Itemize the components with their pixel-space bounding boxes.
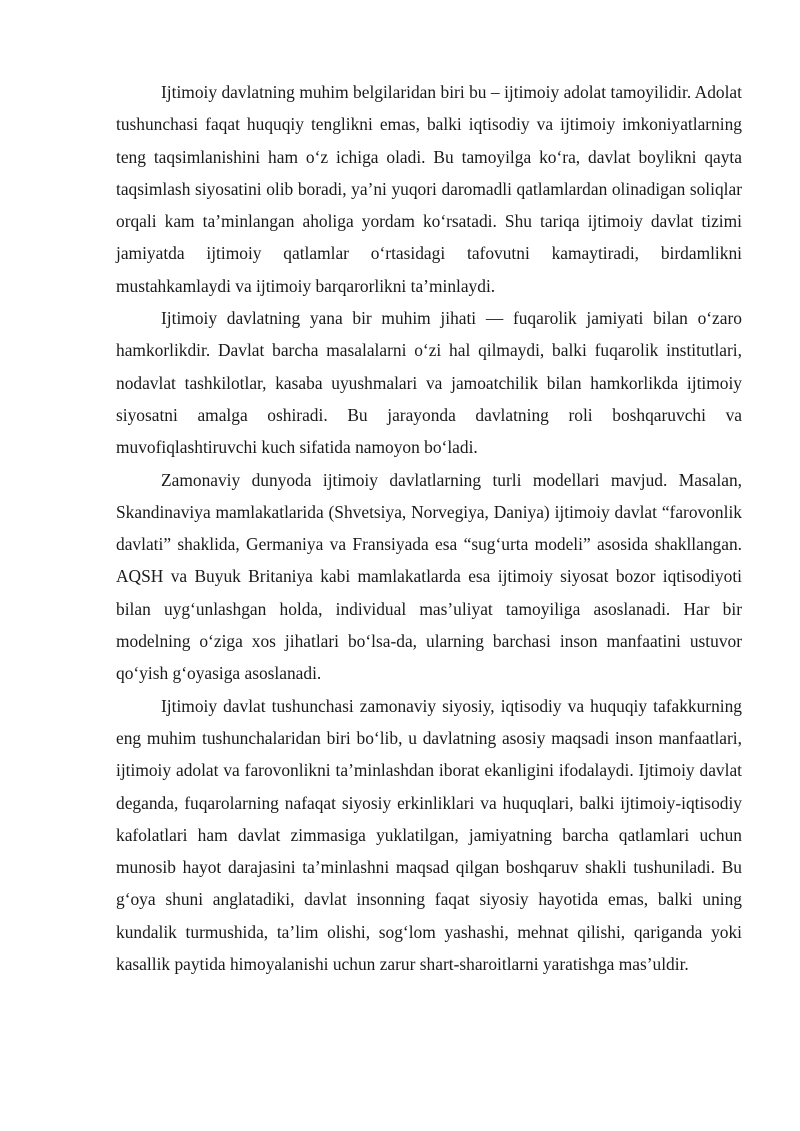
paragraph-civil-society: Ijtimoiy davlatning yana bir muhim jihati — fuqarolik jamiyati bilan o‘zaro hamkorlikdir. Davlat barcha masalalarni o‘zi hal qilmaydi, balki fuqarolik institutlari, nodavlat tashkilotlar, kasaba uyushmalari va jamoatchilik bilan hamkorlikda ijtimoiy siyosatni amalga oshiradi. Bu jarayonda davlatning roli boshqaruvchi va muvofiqlashtiruvchi kuch sifatida namoyon bo‘ladi. bbox=[116, 308, 742, 458]
paragraph-social-state-concept: Ijtimoiy davlat tushunchasi zamonaviy siyosiy, iqtisodiy va huquqiy tafakkurning eng muhim tushunchalaridan biri bo‘lib, u davlatning asosiy maqsadi inson manfaatlari, ijtimoiy adolat va farovonlikni ta’minlashdan iborat ekanligini ifodalaydi. Ijtimoiy davlat deganda, fuqarolarning nafaqat siyosiy erkinliklari va huquqlari, balki ijtimoiy-iqtisodiy kafolatlari ham davlat zimmasiga yuklatilgan, jamiyatning barcha qatlamlari uchun munosib hayot darajasini ta’minlashni maqsad qilgan boshqaruv shakli tushuniladi. Bu g‘oya shuni anglatadiki, davlat insonning faqat siyosiy hayotida emas, balki uning kundalik turmushida, ta’lim olishi, sog‘lom yashashi, mehnat qilishi, qariganda yoki kasallik paytida himoyalanishi uchun zarur shart-sharoitlarni yaratishga mas’uldir. bbox=[116, 695, 742, 975]
document-body bbox=[116, 76, 742, 980]
paragraph-social-justice: Ijtimoiy davlatning muhim belgilaridan biri bu – ijtimoiy adolat tamoyilidir. Adolat tushunchasi faqat huquqiy tenglikni emas, balki iqtisodiy va ijtimoiy imkoniyatlarning teng taqsimlanishini ham o‘z ichiga oladi. Bu tamoyilga ko‘ra, davlat boylikni qayta taqsimlash siyosatini olib boradi, ya’ni yuqori daromadli qatlamlardan olinadigan soliqlar orqali kam ta’minlangan aholiga yordam ko‘rsatadi. Shu tariqa ijtimoiy davlat tizimi jamiyatda ijtimoiy qatlamlar o‘rtasidagi tafovutni kamaytiradi, birdamlikni mustahkamlaydi va ijtimoiy barqarorlikni ta’minlaydi. bbox=[116, 82, 742, 296]
paragraph-welfare-models: Zamonaviy dunyoda ijtimoiy davlatlarning turli modellari mavjud. Masalan, Skandinaviya mamlakatlarida (Shvetsiya, Norvegiya, Daniya) ijtimoiy davlat “farovonlik davlati” shaklida, Germaniya va Fransiyada esa “sug‘urta modeli” asosida shakllangan. AQSH va Buyuk Britaniya kabi mamlakatlarda esa ijtimoiy siyosat bozor iqtisodiyoti bilan uyg‘unlashgan holda, individual mas’uliyat tamoyiliga asoslanadi. Har bir modelning o‘ziga xos jihatlari bo‘lsa-da, ularning barchasi inson manfaatini ustuvor qo‘yish g‘oyasiga asoslanadi. bbox=[116, 469, 742, 684]
